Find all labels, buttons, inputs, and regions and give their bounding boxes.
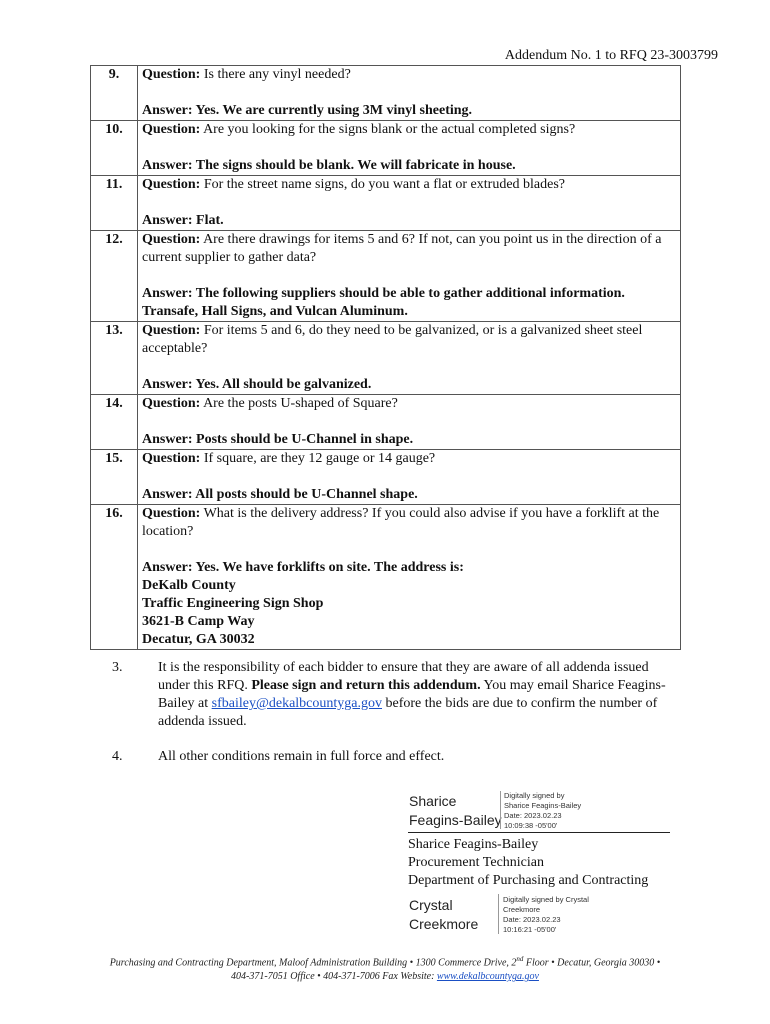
qa-cell [138, 322, 681, 395]
qa-cell [138, 66, 681, 121]
answer-text: Answer: Yes. All should be galvanized. [142, 377, 372, 392]
question-text: Question: For the street name signs, do you want a flat or extruded blades? [142, 177, 566, 192]
question-number: 14. [91, 395, 138, 450]
question-number: 13. [91, 322, 138, 395]
signer-department: Department of Purchasing and Contracting [408, 873, 649, 888]
signature-detail: 10:09:38 -05'00' [504, 821, 558, 830]
question-number: 12. [91, 231, 138, 322]
question-number: 16. [91, 505, 138, 650]
address-line: DeKalb County [142, 578, 236, 593]
signature-detail: Date: 2023.02.23 [503, 915, 561, 924]
qa-cell [138, 395, 681, 450]
signer-name: Sharice Feagins-Bailey [408, 837, 539, 852]
table-row [91, 66, 681, 121]
question-text: Question: What is the delivery address? If you could also advise if you have a forklift at the location? [142, 506, 660, 539]
signature-name-line: Sharice [409, 793, 457, 809]
answer-text: Answer: Yes. We have forklifts on site. The address is: [142, 560, 464, 575]
answer-text: Answer: Flat. [142, 213, 224, 228]
signature-name-line: Feagins-Bailey [409, 812, 502, 828]
signature-name-line: Crystal [409, 897, 453, 913]
answer-text: Transafe, Hall Signs, and Vulcan Aluminum. [142, 304, 408, 319]
qa-table [90, 65, 681, 650]
answer-text: Answer: The signs should be blank. We will fabricate in house. [142, 158, 516, 173]
qa-cell [138, 176, 681, 231]
question-text: Question: Is there any vinyl needed? [142, 67, 351, 82]
answer-text: Answer: All posts should be U-Channel shape. [142, 487, 418, 502]
table-row [91, 121, 681, 176]
signature-detail: Date: 2023.02.23 [504, 811, 562, 820]
qa-cell [138, 231, 681, 322]
signature-detail: Creekmore [503, 905, 541, 914]
signature-name-line: Creekmore [409, 916, 479, 932]
signer-block [408, 836, 648, 890]
question-number: 15. [91, 450, 138, 505]
item-text: All other conditions remain in full force and effect. [158, 749, 445, 764]
question-text: Question: For items 5 and 6, do they need to be galvanized, or is a galvanized sheet steel acceptable? [142, 323, 643, 356]
item-number: 3. [112, 660, 123, 675]
address-line: 3621-B Camp Way [142, 614, 255, 629]
question-text: Question: Are the posts U-shaped of Square? [142, 396, 398, 411]
signature-detail: 10:16:21 -05'00' [503, 925, 557, 934]
address-line: Traffic Engineering Sign Shop [142, 596, 324, 611]
table-row [91, 450, 681, 505]
email-link[interactable]: sfbailey@dekalbcountyga.gov [211, 696, 383, 711]
table-row [91, 505, 681, 650]
qa-cell [138, 450, 681, 505]
answer-text: Answer: Yes. We are currently using 3M vinyl sheeting. [142, 103, 473, 118]
question-text: Question: Are there drawings for items 5 and 6? If not, can you point us in the direction of a current supplier to gather data? [142, 232, 662, 265]
item-text: It is the responsibility of each bidder to ensure that they are aware of all addenda issued under this RFQ. Please sign and return this addendum. You may email Sharice Feagins-Bailey at sfbailey@dekalbcountyga.gov before the bids are due to confirm the number of addenda issued. [158, 660, 666, 729]
signature-detail: Digitally signed by [504, 791, 565, 800]
signature-detail: Digitally signed by Crystal [503, 895, 589, 904]
question-number: 9. [91, 66, 138, 121]
answer-text: Answer: Posts should be U-Channel in shape. [142, 432, 414, 447]
question-text: Question: Are you looking for the signs blank or the actual completed signs? [142, 122, 576, 137]
item-number: 4. [112, 749, 123, 764]
address-line: Decatur, GA 30032 [142, 632, 255, 647]
signer-title: Procurement Technician [408, 855, 544, 870]
signature-detail: Sharice Feagins-Bailey [504, 801, 582, 810]
page-footer: Purchasing and Contracting Department, Maloof Administration Building • 1300 Commerce Drive, 2nd Floor • Decatur, Georgia 30030 • 404-371-7051 Office • 404-371-7006 Fax Website: www.dekalbcountyga.gov [109, 955, 661, 983]
table-row [91, 322, 681, 395]
qa-cell [138, 121, 681, 176]
signature-line [408, 832, 670, 833]
document-header: Addendum No. 1 to RFQ 23-3003799 [504, 48, 718, 63]
table-row [91, 176, 681, 231]
table-row [91, 395, 681, 450]
question-number: 11. [91, 176, 138, 231]
website-link[interactable]: www.dekalbcountyga.gov [436, 971, 539, 983]
table-row [91, 231, 681, 322]
question-text: Question: If square, are they 12 gauge or 14 gauge? [142, 451, 436, 466]
answer-text: Answer: The following suppliers should be able to gather additional information. [142, 286, 625, 301]
question-number: 10. [91, 121, 138, 176]
qa-cell [138, 505, 681, 650]
